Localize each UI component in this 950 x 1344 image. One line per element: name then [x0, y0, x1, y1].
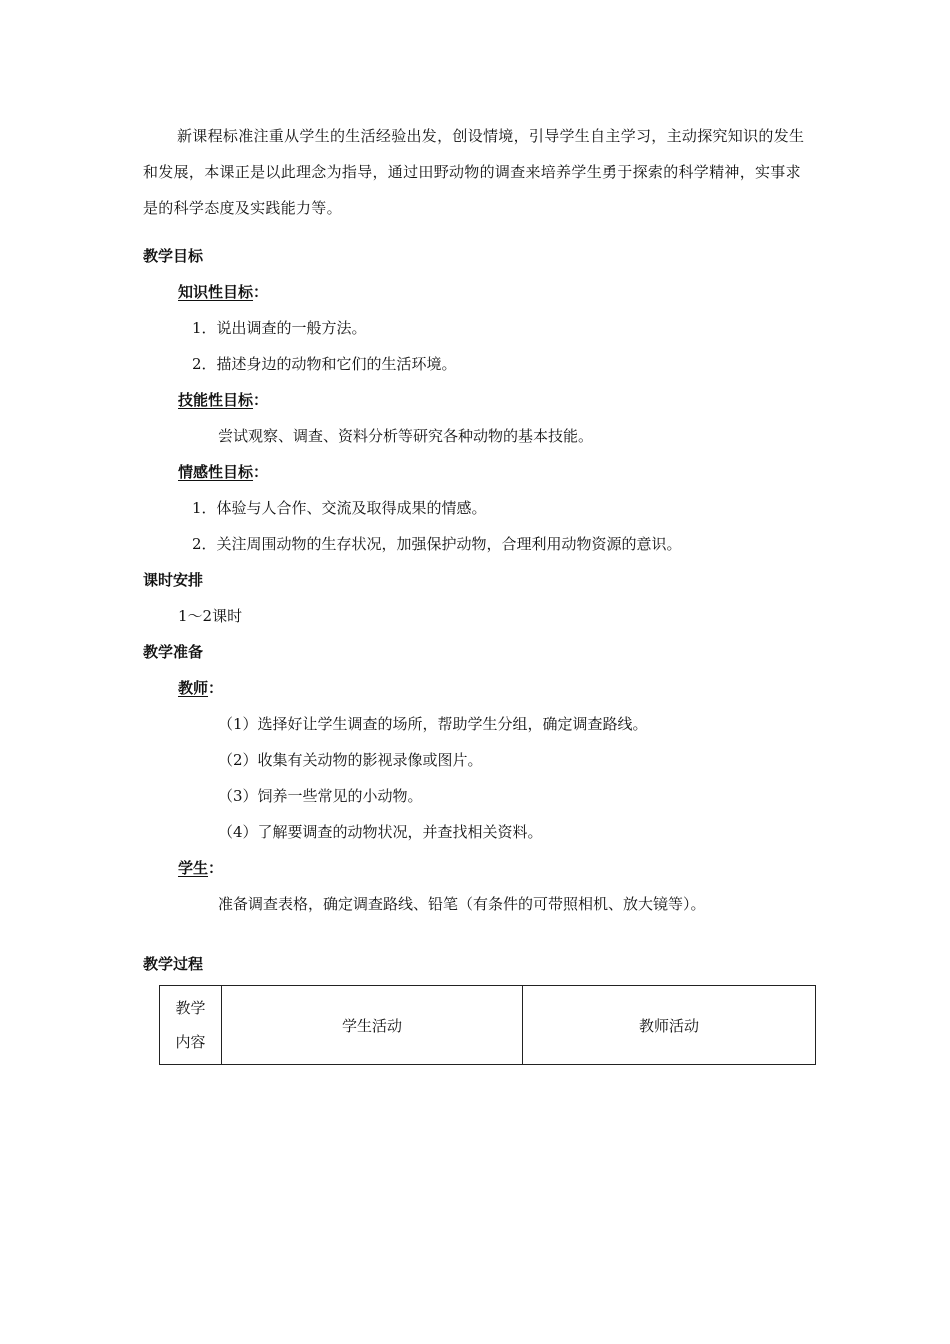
emotion-goal-label-text: 情感性目标 — [178, 463, 254, 481]
header-content-line2: 内容 — [175, 1033, 206, 1051]
emotion-goal-label — [178, 462, 268, 482]
knowledge-goal-item: 2．描述身边的动物和它们的生活环境。 — [192, 355, 457, 373]
skill-goal-label — [178, 390, 268, 410]
skill-goal-colon: ： — [253, 391, 269, 409]
schedule-text: 1～2课时 — [178, 607, 243, 625]
header-teacher-cell: 教师活动 — [523, 986, 816, 1065]
student-colon: ： — [208, 859, 224, 877]
schedule-heading: 课时安排 — [143, 571, 204, 589]
intro-paragraph: 新课程标准注重从学生的生活经验出发，创设情境，引导学生自主学习，主动探究知识的发生和发展，本课正是以此理念为指导，通过田野动物的调查来培养学生勇于探索的科学精神，实事求是的科学态度及实践能力等。 — [143, 127, 805, 217]
knowledge-goal-colon: ： — [253, 283, 269, 301]
teacher-item: （1）选择好让学生调查的场所，帮助学生分组，确定调查路线。 — [218, 715, 648, 733]
emotion-goal-colon: ： — [253, 463, 269, 481]
teacher-label — [178, 678, 223, 698]
objectives-heading: 教学目标 — [143, 247, 204, 265]
skill-goal-label-text: 技能性目标 — [178, 391, 254, 409]
header-content-line1: 教学 — [175, 999, 206, 1017]
header-content-cell — [160, 986, 222, 1065]
teacher-label-text: 教师 — [178, 679, 209, 697]
process-heading: 教学过程 — [143, 955, 204, 973]
student-text: 准备调查表格，确定调查路线、铅笔（有条件的可带照相机、放大镜等）。 — [218, 895, 706, 913]
emotion-goal-item: 1．体验与人合作、交流及取得成果的情感。 — [192, 499, 487, 517]
student-label-text: 学生 — [178, 859, 209, 877]
preparation-heading: 教学准备 — [143, 643, 204, 661]
knowledge-goal-label-text: 知识性目标 — [178, 283, 254, 301]
knowledge-goal-item: 1．说出调查的一般方法。 — [192, 319, 367, 337]
student-label — [178, 858, 223, 878]
skill-goal-text: 尝试观察、调查、资料分析等研究各种动物的基本技能。 — [218, 427, 594, 445]
knowledge-goal-label — [178, 282, 268, 302]
emotion-goal-item: 2．关注周围动物的生存状况，加强保护动物，合理利用动物资源的意识。 — [192, 535, 682, 553]
process-table — [159, 985, 816, 1065]
teacher-item: （3）饲养一些常见的小动物。 — [218, 787, 423, 805]
table-header-row — [160, 986, 816, 1065]
teacher-item: （2）收集有关动物的影视录像或图片。 — [218, 751, 483, 769]
teacher-colon: ： — [208, 679, 224, 697]
header-student-cell: 学生活动 — [222, 986, 523, 1065]
teacher-item: （4）了解要调查的动物状况，并查找相关资料。 — [218, 823, 543, 841]
